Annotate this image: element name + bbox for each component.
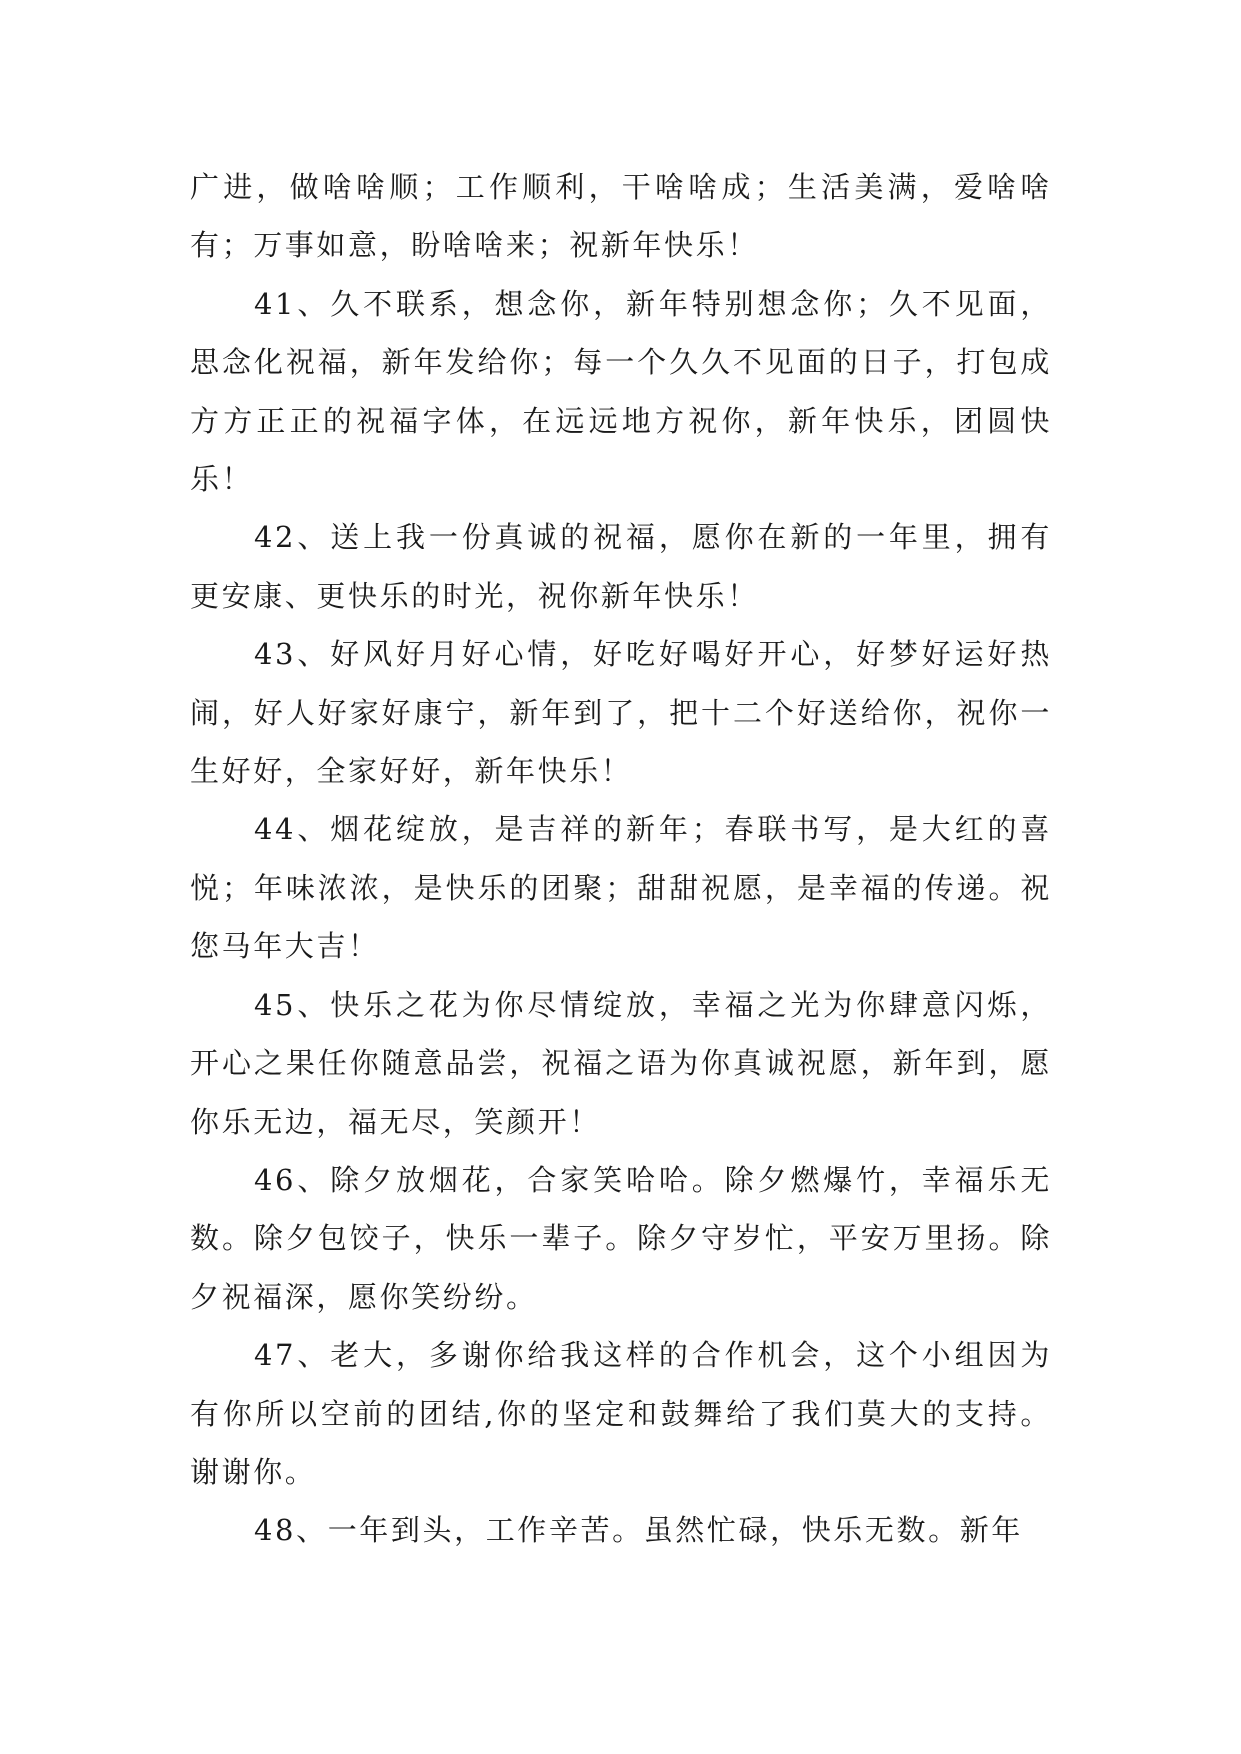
paragraph-41: 41、久不联系，想念你，新年特别想念你；久不见面，思念化祝福，新年发给你；每一个久久不见面的日子，打包成方方正正的祝福字体，在远远地方祝你，新年快乐，团圆快乐！ xyxy=(190,286,1052,497)
paragraph-47: 47、老大，多谢你给我这样的合作机会，这个小组因为有你所以空前的团结,你的坚定和鼓舞给了我们莫大的支持。谢谢你。 xyxy=(190,1338,1052,1489)
paragraph-45: 45、快乐之花为你尽情绽放，幸福之光为你肆意闪烁，开心之果任你随意品尝，祝福之语为你真诚祝愿，新年到，愿你乐无边，福无尽，笑颜开！ xyxy=(190,987,1052,1139)
paragraph-44: 44、烟花绽放，是吉祥的新年；春联书写，是大红的喜悦；年味浓浓，是快乐的团聚；甜甜祝愿，是幸福的传递。祝您马年大吉！ xyxy=(190,812,1052,964)
paragraph-48: 48、一年到头，工作辛苦。虽然忙碌，快乐无数。新年 xyxy=(254,1513,1023,1548)
paragraph-42: 42、送上我一份真诚的祝福，愿你在新的一年里，拥有更安康、更快乐的时光，祝你新年快乐！ xyxy=(190,520,1052,613)
paragraph-continued: 广进，做啥啥顺；工作顺利，干啥啥成；生活美满，爱啥啥有；万事如意，盼啥啥来；祝新年快乐！ xyxy=(190,170,1052,263)
paragraph-43: 43、好风好月好心情，好吃好喝好开心，好梦好运好热闹，好人好家好康宁，新年到了，把十二个好送给你，祝你一生好好，全家好好，新年快乐！ xyxy=(190,637,1052,789)
document-body xyxy=(190,158,1052,1560)
paragraph-46: 46、除夕放烟花，合家笑哈哈。除夕燃爆竹，幸福乐无数。除夕包饺子，快乐一辈子。除夕守岁忙，平安万里扬。除夕祝福深，愿你笑纷纷。 xyxy=(190,1162,1052,1314)
